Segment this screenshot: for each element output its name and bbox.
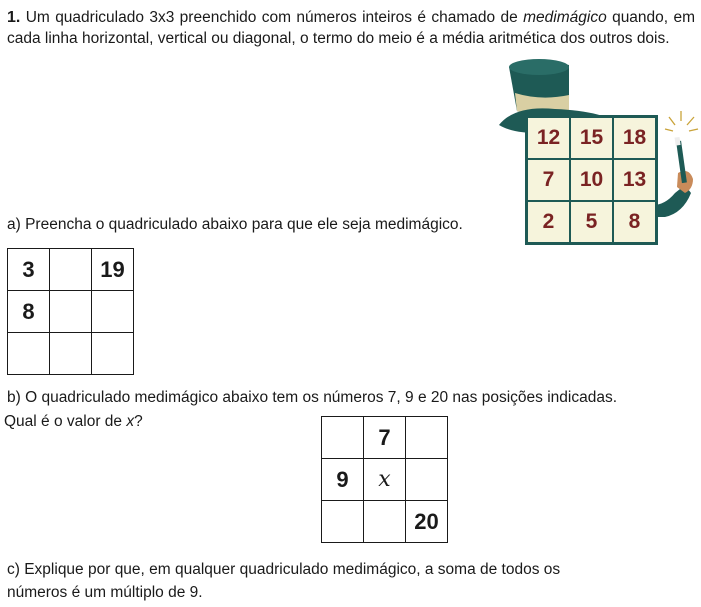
grid-cell[interactable] <box>322 501 364 543</box>
example-cell: 2 <box>527 201 571 244</box>
grid-cell: 3 <box>8 249 50 291</box>
variable-x: x <box>126 413 135 430</box>
grid-cell: 8 <box>8 291 50 333</box>
example-cell: 5 <box>570 201 613 244</box>
part-b-text-end: ? <box>134 413 143 430</box>
grid-row <box>322 501 448 543</box>
part-a-question: a) Preencha o quadriculado abaixo para que ele seja medimágico. <box>7 216 463 233</box>
intro-text-after: quando, em cada linha horizontal, vertical ou diagonal, o termo do meio é a média aritmética dos outros dois. <box>7 9 695 47</box>
grid-row <box>322 459 448 501</box>
example-medimagic-grid <box>525 115 658 245</box>
grid-row <box>322 417 448 459</box>
example-row <box>527 117 657 160</box>
grid-cell[interactable] <box>50 249 92 291</box>
example-cell: 18 <box>613 117 657 160</box>
example-row <box>527 159 657 201</box>
grid-row <box>8 333 134 375</box>
part-a-grid <box>7 248 134 375</box>
grid-cell[interactable] <box>406 417 448 459</box>
intro-term: medimágico <box>523 9 607 26</box>
example-cell: 13 <box>613 159 657 201</box>
grid-cell[interactable] <box>50 333 92 375</box>
grid-cell-x: x <box>364 459 406 501</box>
grid-cell[interactable] <box>92 333 134 375</box>
part-b-question: b) O quadriculado medimágico abaixo tem os números 7, 9 e 20 nas posições indicadas. <box>7 389 618 406</box>
part-b-question-line2 <box>4 411 143 432</box>
grid-row <box>8 249 134 291</box>
part-b-text: Qual é o valor de <box>4 413 127 430</box>
grid-cell[interactable] <box>92 291 134 333</box>
grid-cell: 19 <box>92 249 134 291</box>
grid-cell[interactable] <box>364 501 406 543</box>
grid-cell: 9 <box>322 459 364 501</box>
grid-cell[interactable] <box>406 459 448 501</box>
part-b-grid <box>321 416 448 543</box>
wand-icon <box>676 141 687 183</box>
example-cell: 10 <box>570 159 613 201</box>
grid-cell: 7 <box>364 417 406 459</box>
sparkle-icon <box>665 111 698 131</box>
problem-number: 1. <box>7 9 21 26</box>
example-cell: 7 <box>527 159 571 201</box>
grid-row <box>8 291 134 333</box>
grid-cell[interactable] <box>322 417 364 459</box>
part-c-question: c) Explique por que, em qualquer quadriculado medimágico, a soma de todos os <box>7 561 561 578</box>
grid-cell[interactable] <box>8 333 50 375</box>
example-row <box>527 201 657 244</box>
problem-statement <box>7 7 695 49</box>
example-cell: 15 <box>570 117 613 160</box>
example-cell: 8 <box>613 201 657 244</box>
part-c-question-line2: números é um múltiplo de 9. <box>7 584 203 601</box>
example-cell: 12 <box>527 117 571 160</box>
grid-cell[interactable] <box>50 291 92 333</box>
intro-text-before: Um quadriculado 3x3 preenchido com números inteiros é chamado de <box>25 9 524 26</box>
grid-cell: 20 <box>406 501 448 543</box>
